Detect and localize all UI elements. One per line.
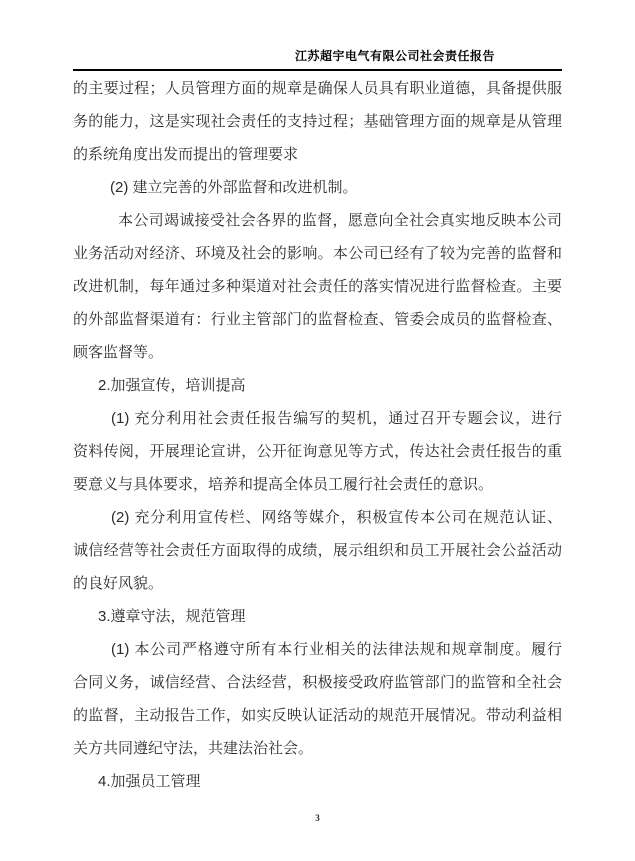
text-line: 业务活动对经济、环境及社会的影响。本公司已经有了较为完善的监督和 bbox=[73, 245, 562, 262]
text-line: 的监督，主动报告工作，如实反映认证活动的规范开展情况。带动利益相 bbox=[73, 707, 562, 724]
text-line: 2.加强宣传，培训提高 bbox=[98, 377, 246, 394]
document-body bbox=[73, 72, 562, 798]
text-line: (1) 本公司严格遵守所有本行业相关的法律法规和规章制度。履行 bbox=[111, 641, 562, 658]
page-number: 3 bbox=[315, 813, 320, 823]
text-line: 的外部监督渠道有：行业主管部门的监督检查、管委会成员的监督检查、 bbox=[73, 311, 562, 328]
text-line: 4.加强员工管理 bbox=[98, 773, 201, 790]
text-line: 资料传阅，开展理论宣讲，公开征询意见等方式，传达社会责任报告的重 bbox=[73, 443, 562, 460]
text-line: 的系统角度出发而提出的管理要求 bbox=[73, 146, 299, 163]
text-line: (2) 充分利用宣传栏、网络等媒介，积极宣传本公司在规范认证、 bbox=[111, 509, 562, 526]
text-line: 务的能力，这是实现社会责任的支持过程；基础管理方面的规章是从管理 bbox=[73, 113, 562, 130]
text-line: 改进机制，每年通过多种渠道对社会责任的落实情况进行监督检查。主要 bbox=[73, 278, 562, 295]
header-title: 江苏超宇电气有限公司社会责任报告 bbox=[294, 49, 495, 63]
page-footer bbox=[0, 813, 635, 823]
text-line: 顾客监督等。 bbox=[73, 344, 164, 361]
text-line: (1) 充分利用社会责任报告编写的契机，通过召开专题会议，进行 bbox=[111, 410, 562, 427]
page-header bbox=[73, 47, 562, 65]
text-line: 3.遵章守法，规范管理 bbox=[98, 608, 246, 625]
text-line: (2) 建立完善的外部监督和改进机制。 bbox=[110, 179, 358, 196]
text-line: 的良好风貌。 bbox=[73, 575, 164, 592]
text-line: 诚信经营等社会责任方面取得的成绩，展示组织和员工开展社会公益活动 bbox=[73, 542, 562, 559]
text-line: 关方共同遵纪守法，共建法治社会。 bbox=[73, 740, 314, 757]
text-line: 本公司竭诚接受社会各界的监督，愿意向全社会真实地反映本公司 bbox=[118, 212, 562, 229]
header-rule bbox=[73, 69, 562, 71]
text-line: 的主要过程；人员管理方面的规章是确保人员具有职业道德，具备提供服 bbox=[73, 80, 562, 97]
text-line: 合同义务，诚信经营、合法经营，积极接受政府监管部门的监管和全社会 bbox=[73, 674, 562, 691]
text-line: 要意义与具体要求，培养和提高全体员工履行社会责任的意识。 bbox=[73, 476, 494, 493]
